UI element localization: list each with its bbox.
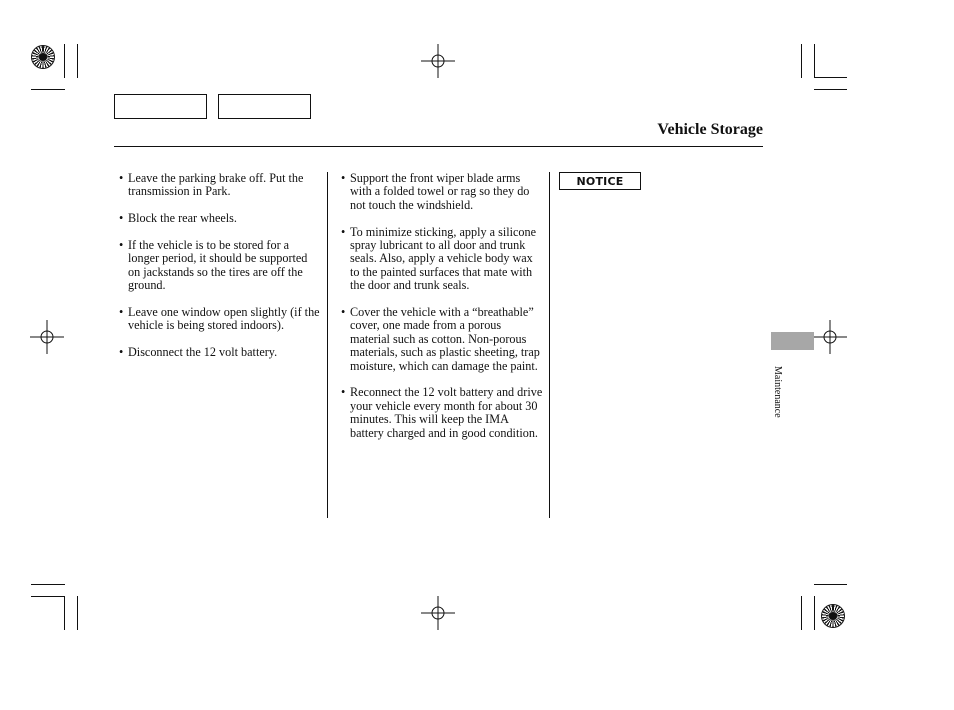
crop-mark-top-left-vertical-b [77,44,78,78]
crop-mark-top-right-horizontal-a [814,77,847,78]
left-column-list [119,172,321,360]
column-divider-right [549,172,550,518]
crosshair-icon [30,320,64,354]
list-item: • Leave the parking brake off. Put the transmission in Park. [119,172,321,199]
registration-burst-icon [32,46,54,68]
middle-column [341,172,543,453]
crop-mark-bottom-left-horizontal-b [31,596,65,597]
column-divider-left [327,172,328,518]
list-item: • Block the rear wheels. [119,212,321,225]
list-item: • Reconnect the 12 volt battery and drive your vehicle every month for about 30 minutes. This will keep the IMA battery charged and in good condition. [341,386,543,440]
crop-mark-bottom-left-vertical-a [64,596,65,630]
middle-column-list [341,172,543,440]
crop-mark-top-left-horizontal [31,89,65,90]
crop-mark-bottom-right-vertical-b [814,596,815,630]
notice-label [559,172,641,190]
crosshair-icon [421,44,455,78]
page-title: Vehicle Storage [657,121,763,138]
title-rule [114,146,763,147]
crop-mark-bottom-left-horizontal-a [31,584,65,585]
crop-mark-top-right-vertical-b [814,44,815,78]
list-item: • Disconnect the 12 volt battery. [119,346,321,359]
crop-mark-top-left-vertical-a [64,44,65,78]
crop-mark-bottom-right-vertical-a [801,596,802,630]
crop-mark-bottom-right-horizontal [814,584,847,585]
crosshair-icon [813,320,847,354]
registration-burst-icon [822,605,844,627]
header-tab-box-left [114,94,207,119]
crop-mark-top-right-vertical-a [801,44,802,78]
header-tab-box-right [218,94,311,119]
list-item: • If the vehicle is to be stored for a longer period, it should be supported on jackstands so the tires are off the ground. [119,239,321,293]
section-tab-marker [771,332,814,350]
section-side-label: Maintenance [772,366,783,418]
list-item: • Cover the vehicle with a “breathable” cover, one made from a porous material such as cotton. Non-porous materials, such as plastic sheeting, trap moisture, which can damage the paint. [341,306,543,373]
crop-mark-bottom-left-vertical-b [77,596,78,630]
list-item: • To minimize sticking, apply a silicone spray lubricant to all door and trunk seals. Also, apply a vehicle body wax to the painted surfaces that mate with the door and trunk seals. [341,226,543,293]
list-item: • Leave one window open slightly (if the vehicle is being stored indoors). [119,306,321,333]
crosshair-icon [421,596,455,630]
crop-mark-top-right-horizontal-b [814,89,847,90]
left-column [119,172,321,373]
notice-text: NOTICE [576,174,624,188]
list-item: • Support the front wiper blade arms with a folded towel or rag so they do not touch the windshield. [341,172,543,212]
